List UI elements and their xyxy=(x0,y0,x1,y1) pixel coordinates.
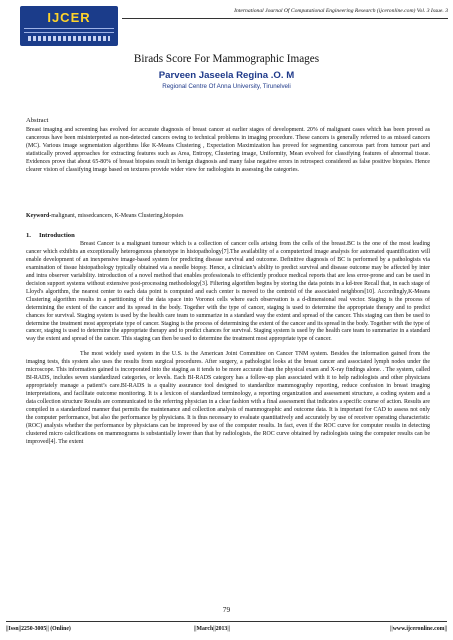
page-number: 79 xyxy=(222,605,231,614)
paragraph: Breast Cancer is a malignant tumour which is a collection of cancer cells arising from the cells of the breast.BC is the one of the most leading cancer which exhibits an exceptionally heterogenous phenotype in histopathology[7].The availability of a computerized image analysis for automated quantification will enable development of an inexpensive image-based system for predicting disease survival and outcome. Definitive diagnosis of BC is performed by a pathologists via examination of tissue histopathology typically obtained via a needle biopsy. Hence, a clinician’s ability to predict survival and disease outcome may be affected by inter and intra observer variability. introduction of a novel method that enables professionals to efficiently produce medical reports that are less error-prone and can be used in decision support systems without extensive post-processing methodology[3]. Filtering algorithm begins by storing the data points in a kd-tree Recall that, in each stage of Lloyd's algorithm, the nearest center to each data point is computed and each center is moved to the centroid of the associated neighbors[10]. Accordingly,K-Means Clustering algorithm results in a partitioning of the data space into Voronoi cells where each observation is a d-dimensional real vector. Staging is the process of determining the extent of the cancer and its spread in the body. Together with the type of cancer, staging is used to determine the appropriate therapy and to predict chances for survival. Staging system is used by the health care team to summarize in a standard way the extent and spread of the cancer. This staging can then be used to determine the treatment most appropriate type of cancer. Staging is the process of determining the extent of the cancer and its spread in the body. Together with the type of cancer, staging is used to determine the appropriate therapy and to predict chances for survival. Staging system is used by the health care team to summarize in a standard way the extent and spread of the cancer. This staging can then be used to determine the treatment most appropriate type of cancer. xyxy=(26,241,430,343)
paper-authors: Parveen Jaseela Regina .O. M xyxy=(158,70,295,81)
section-title: Introduction xyxy=(38,232,75,239)
footer-date: ||March||2013|| xyxy=(194,626,230,632)
footer-issn: ||Issn||2250-3005|| (Online) xyxy=(6,626,71,632)
logo-decoration-pattern xyxy=(28,36,110,41)
section-heading xyxy=(26,232,75,239)
header-divider xyxy=(122,18,448,19)
paragraph: The most widely used system in the U.S. is the American Joint Committee on Cancer TNM system. Besides the information gained from the imaging tests, this system also uses the results from surgical procedures. After surgery, a pathologist looks at the breast cancer and associated lymph nodes under the microscope. This information gained is incorporated into the staging as it tends to be more accurate than the physical exam and X-ray findings alone. . The system, called BI-RADS, includes seven standardized categories, or levels. Each BI-RADS category has a follow-up plan associated with it to help radiologists and other physicians appropriately manage a patient’s care.BI-RADS is a quality assurance tool designed to standardize mammography reporting, reduce confusion in breast imaging interpretations, and facilitate outcome monitoring. It is a lexicon of standardized terminology, a reporting organization and assessment structure, a coding system and a data collection structure Results are communicated to the referring physician in a clear fashion with a final assessment that indicates a specific course of action. Results are compiled in a standardized manner that permits the maintenance and collection analysis of mammographic and outcome data. It is important for CAD to assess not only the computer performance, but also the performance by physicians. It is thus necessary to evaluate quantitatively and accurately by use of receiver operating characteristic (ROC) analysis whether the performance by physicians can be improved by use of the computer results. In fact, even if the ROC curve for computer results in detecting clustered micro calcifications on mammograms is substantially lower than that by radiologists, the ROC curve obtained by radiologists using the computer results can be improved[4]. The extent xyxy=(26,351,430,445)
journal-header: International Journal Of Computational Engineering Research (ijceronline.com) Vol. 3 Issue. 3 xyxy=(234,8,448,14)
logo-text: IJCER xyxy=(47,10,91,25)
paper-title: Birads Score For Mammographic Images xyxy=(133,53,320,65)
keywords xyxy=(26,213,430,219)
abstract-text: Breast imaging and screening has evolved for accurate diagnosis of breast cancer at earlier stages of development. 20% of malignant cases which has been proved as cancerous have been misinterpreted as non-detected cancers owing to technical problems in imaging procedure. These cancers is generally referred to as missed cancers (MC). Various image segmentation algorithms like K-Means Clustering , Expectation Maximization has proved for segmenting cancerous part from tumour part and statistically proved approaches for extracting features such as Area, Entropy, Clustering image, Uniformity, Mean evolved for classifying features of abnormal tissue. Evidences prove that about 65-80% of breast biopsies result in benign diagnosis and many false negative errors in retrospect considered as false positive biopsies. Hence clearer vision of classifying image based on textures provide wider view for radiologists in assessing the categories. xyxy=(26,127,430,174)
footer-divider xyxy=(6,621,447,622)
journal-logo xyxy=(20,6,118,46)
logo-decoration xyxy=(24,28,114,33)
section-number: 1. xyxy=(26,232,31,239)
section-body xyxy=(26,241,430,454)
abstract-heading: Abstract xyxy=(26,117,49,124)
keywords-label: Keyword- xyxy=(26,213,52,219)
keywords-text: malignant, missedcancers, K-Means Clustering,biopsies xyxy=(51,213,184,219)
footer-website: ||www.ijceronline.com|| xyxy=(390,626,447,632)
paper-affiliation: Regional Centre Of Anna University, Tirunelveli xyxy=(162,83,291,90)
